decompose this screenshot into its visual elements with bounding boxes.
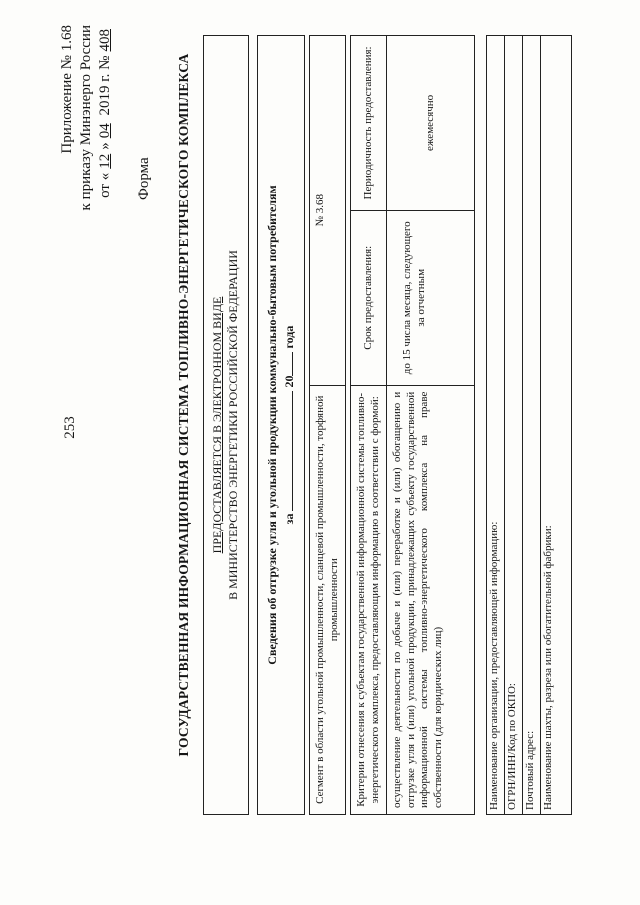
period-for: за: [282, 513, 296, 525]
order-reference: к приказу Минэнерго России: [78, 25, 94, 211]
period-year-prefix: 20: [282, 375, 296, 388]
deadline-value: до 15 числа месяца, следующего за отчетным: [387, 210, 475, 385]
postal-address-label: Почтовый адрес:: [524, 730, 536, 810]
order-month: 04: [97, 123, 113, 139]
periodicity-label: Периодичность предоставления:: [351, 36, 387, 211]
date-mid: »: [97, 142, 113, 150]
order-day: 12: [97, 153, 113, 169]
page-number: 253: [61, 415, 78, 439]
organization-info-box: [486, 35, 572, 815]
segment-number: № 3.68: [310, 36, 346, 386]
segment-label: Сегмент в области угольной промышленности, сланцевой промышленности, торфяной промышленности: [310, 385, 346, 814]
order-date-line: [96, 25, 115, 225]
date-prefix: от «: [97, 172, 113, 198]
provided-line-1: ПРЕДОСТАВЛЯЕТСЯ В ЭЛЕКТРОННОМ ВИДЕ: [210, 296, 224, 554]
periodicity-value: ежемесячно: [387, 36, 475, 211]
criteria-body: осуществление деятельности по добыче и (или) переработке и (или) обогащению и отгрузке угля и (или) угольной продукции, принадлежащих субъекту государственной информационной системы топливно-энергетического комплекса на праве собственности (для юридических лиц): [387, 385, 475, 814]
report-title: Сведения об отгрузке угля и угольной продукции коммунально-бытовым потребителям: [265, 185, 279, 665]
ogrn-label: ОГРН/ИНН/Код по ОКПО:: [506, 683, 518, 810]
order-number: 408: [97, 29, 113, 52]
period-blank: [281, 391, 293, 511]
appendix-header: [58, 25, 115, 225]
period-year-word: года: [282, 325, 296, 349]
report-period: [281, 36, 298, 814]
form-label: Форма: [136, 157, 152, 200]
ogrn-row: [505, 36, 523, 814]
gis-title: ГОСУДАРСТВЕННАЯ ИНФОРМАЦИОННАЯ СИСТЕМА ТОПЛИВНО-ЭНЕРГЕТИЧЕСКОГО КОМПЛЕКСА: [176, 53, 191, 757]
provided-box: [203, 35, 249, 815]
segment-table: [309, 35, 346, 815]
deadline-label: Срок предоставления:: [351, 210, 387, 385]
postal-address-row: [523, 36, 541, 814]
report-title-box: [257, 35, 305, 815]
order-year: 2019 г. №: [97, 55, 113, 116]
period-year-blank: [281, 352, 293, 376]
appendix-number: Приложение № 1.68: [59, 25, 75, 154]
criteria-table: [350, 35, 475, 815]
org-name-label: Наименование организации, предоставляющей информацию:: [488, 521, 500, 810]
criteria-header: Критерии отнесения к субъектам государственной информационной системы топливно-энергетического комплекса, предоставляющим информацию в соответствии с формой:: [351, 385, 387, 814]
provided-line-2: В МИНИСТЕРСТВО ЭНЕРГЕТИКИ РОССИЙСКОЙ ФЕДЕРАЦИИ: [226, 250, 240, 600]
org-name-row: [487, 36, 505, 814]
mine-name-label: Наименование шахты, разреза или обогатительной фабрики:: [542, 525, 554, 810]
mine-name-row: [541, 36, 571, 814]
